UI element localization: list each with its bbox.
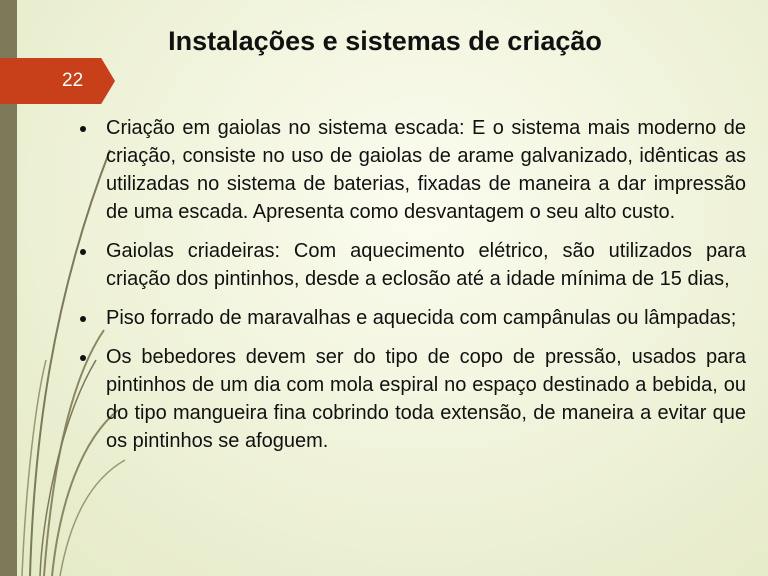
bullet-item [80, 114, 746, 226]
bullet-icon [80, 316, 86, 322]
bullet-item [80, 343, 746, 455]
bullet-text: Piso forrado de maravalhas e aquecida com campânulas ou lâmpadas; [106, 307, 737, 329]
bullet-icon [80, 355, 86, 361]
bullet-icon [80, 126, 86, 132]
slide-title: Instalações e sistemas de criação [168, 26, 602, 56]
page-number-tag [0, 58, 115, 104]
bullet-list [80, 114, 746, 466]
bullet-text: Os bebedores devem ser do tipo de copo de pressão, usados para pintinhos de um dia com mola espiral no espaço destinado a bebida, ou do tipo mangueira fina cobrindo toda extensão, de maneira a evitar que os pintinhos se afoguem. [106, 346, 746, 452]
bullet-item [80, 237, 746, 293]
bullet-icon [80, 249, 86, 255]
bullet-text: Criação em gaiolas no sistema escada: E o sistema mais moderno de criação, consiste no uso de gaiolas de arame galvanizado, idênticas as utilizadas no sistema de baterias, fixadas de maneira a dar impressão de uma escada. Apresenta como desvantagem o seu alto custo. [106, 117, 746, 223]
bullet-text: Gaiolas criadeiras: Com aquecimento elétrico, são utilizados para criação dos pintinhos, desde a eclosão até a idade mínima de 15 dias, [106, 240, 746, 290]
page-number: 22 [62, 70, 84, 91]
bullet-item [80, 304, 746, 332]
